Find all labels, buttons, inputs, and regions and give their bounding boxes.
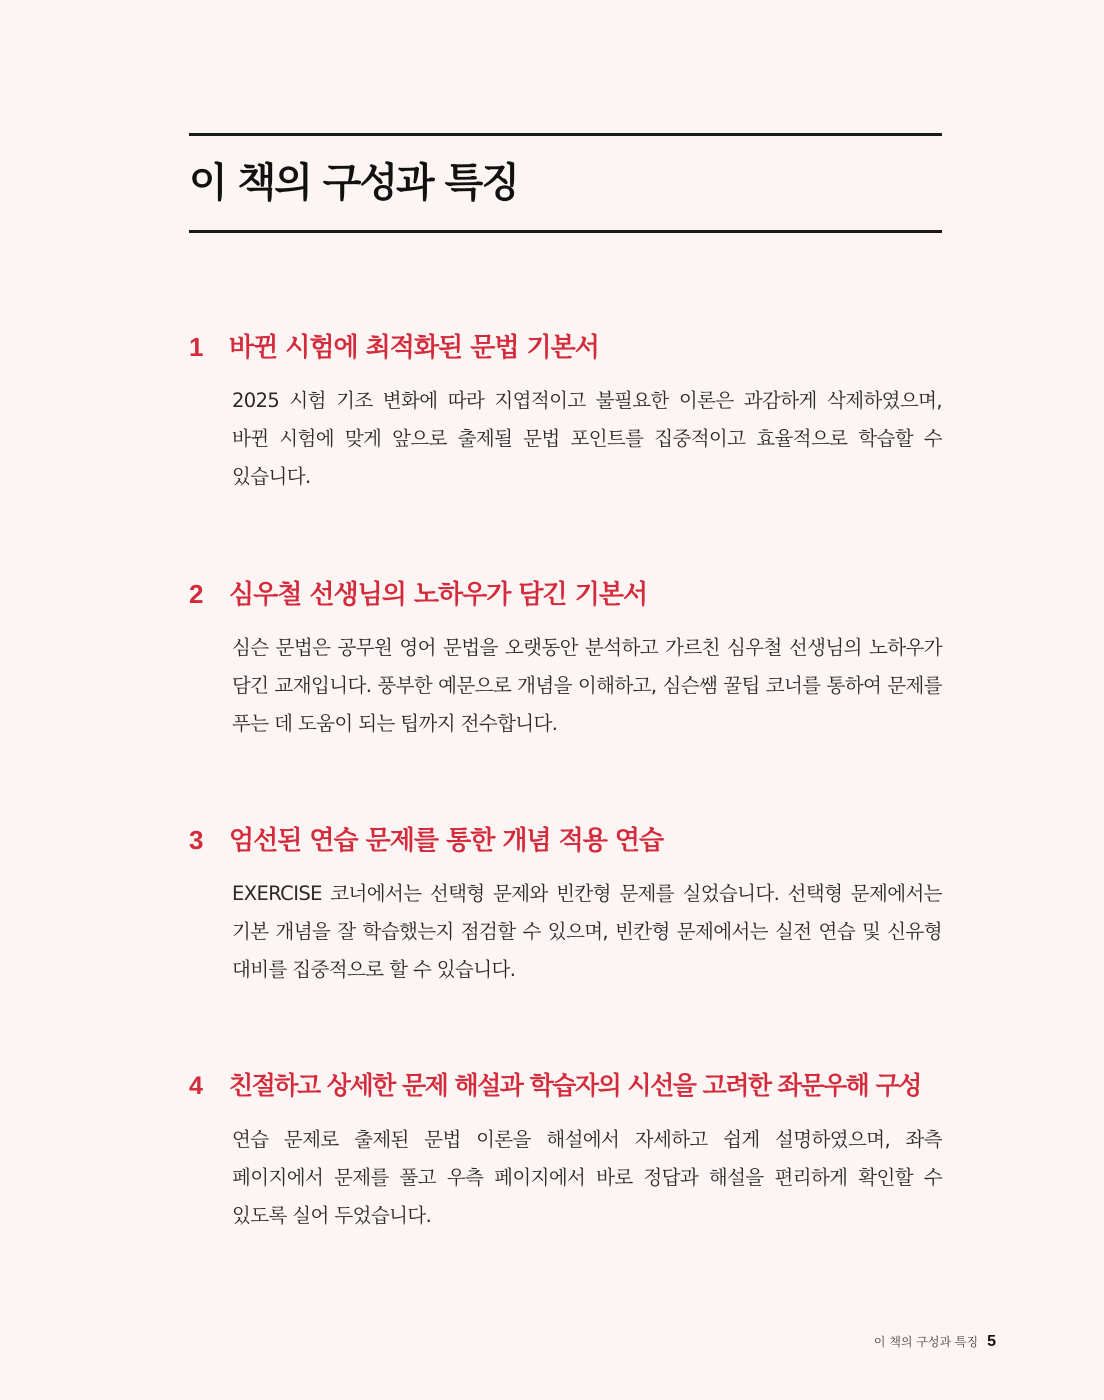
section-body: EXERCISE 코너에서는 선택형 문제와 빈칸형 문제를 실었습니다. 선택형 문제에서는 기본 개념을 잘 학습했는지 점검할 수 있으며, 빈칸형 문제에서는 실전 연습 및 신유형 대비를 집중적으로 할 수 있습니다. [232,882,942,981]
section-heading [189,823,949,857]
section-number: 3 [189,825,204,855]
feature-section-3 [189,823,949,989]
title-bottom-rule [189,230,942,233]
page-footer [874,1333,996,1351]
feature-section-1 [189,330,949,496]
footer-label: 이 책의 구성과 특징 [873,1335,979,1349]
section-body: 연습 문제로 출제된 문법 이론을 해설에서 자세하고 쉽게 설명하였으며, 좌측 페이지에서 문제를 풀고 우측 페이지에서 바로 정답과 해설을 편리하게 확인할 수 있도록 실어 두었습니다. [232,1128,942,1227]
feature-section-2 [189,577,949,743]
page-number: 5 [987,1333,996,1350]
section-heading [189,577,949,611]
section-body: 2025 시험 기조 변화에 따라 지엽적이고 불필요한 이론은 과감하게 삭제하였으며, 바뀐 시험에 맞게 앞으로 출제될 문법 포인트를 집중적이고 효율적으로 학습할 수 있습니다. [232,389,942,488]
section-title: 심우철 선생님의 노하우가 담긴 기본서 [229,580,648,610]
page-title: 이 책의 구성과 특징 [189,160,518,206]
title-block [189,133,942,233]
section-heading [189,1069,949,1103]
section-number: 2 [189,579,204,609]
section-number: 1 [189,332,204,362]
section-title: 바뀐 시험에 최적화된 문법 기본서 [229,333,599,363]
section-heading [189,330,949,364]
feature-section-4 [189,1069,949,1235]
section-title: 엄선된 연습 문제를 통한 개념 적용 연습 [229,826,664,856]
section-number: 4 [189,1072,203,1100]
section-title: 친절하고 상세한 문제 해설과 학습자의 시선을 고려한 좌문우해 구성 [229,1071,921,1100]
section-body: 심슨 문법은 공무원 영어 문법을 오랫동안 분석하고 가르친 심우철 선생님의 노하우가 담긴 교재입니다. 풍부한 예문으로 개념을 이해하고, 심슨쌤 꿀팁 코너를 통하여 문제를 푸는 데 도움이 되는 팁까지 전수합니다. [232,636,942,735]
